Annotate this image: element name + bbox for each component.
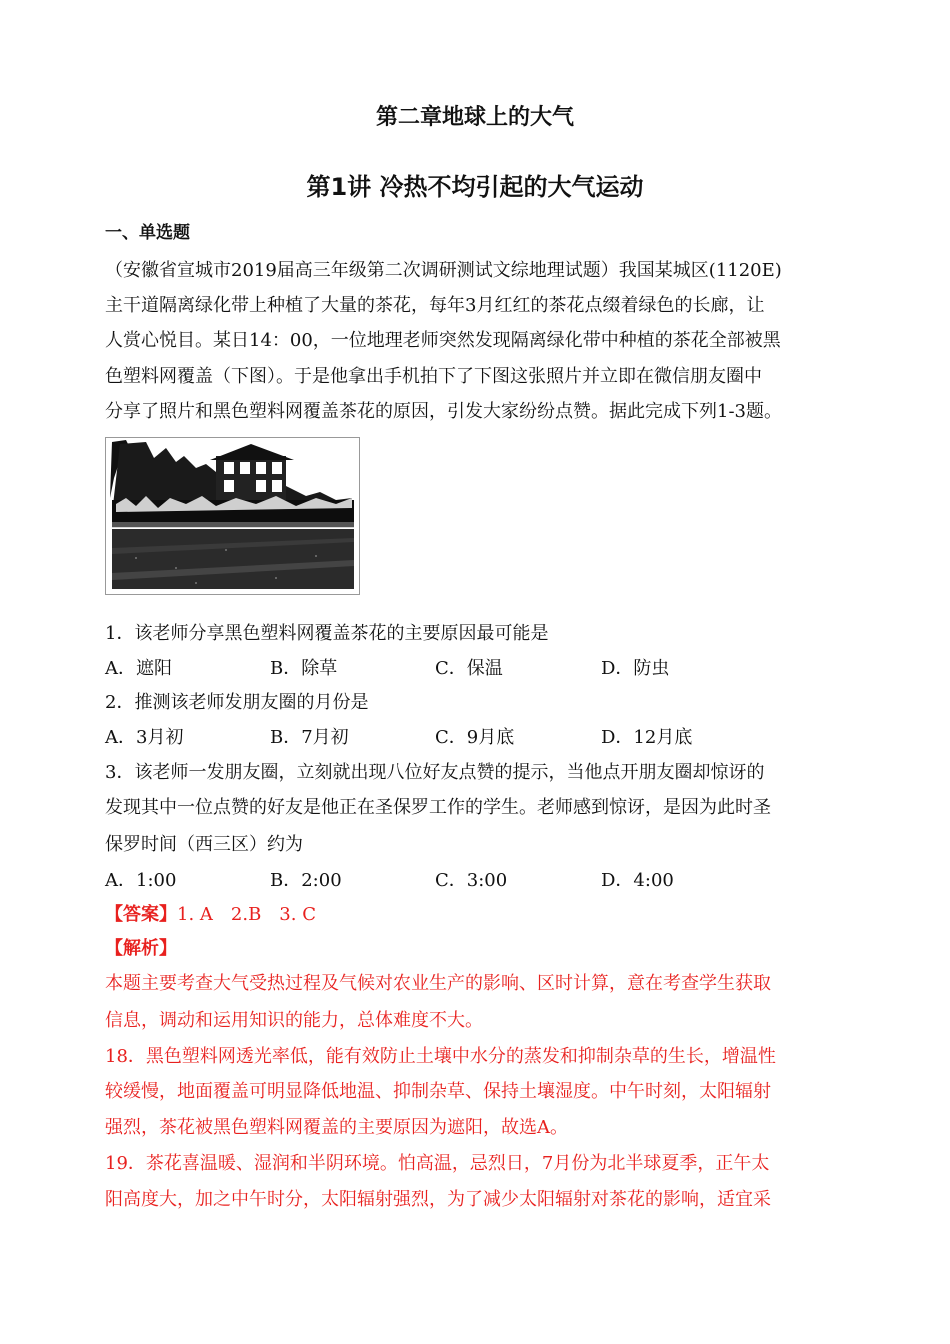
- street-photo-drawing: [106, 438, 359, 594]
- chapter-title: 第二章地球上的大气: [375, 105, 574, 130]
- answer-label: 【答案】: [105, 904, 177, 925]
- analysis-line: 信息，调动和运用知识的能力，总体难度不大。: [105, 1010, 483, 1031]
- analysis-line: 较缓慢，地面覆盖可明显降低地温、抑制杂草、保持土壤湿度。中午时刻，太阳辐射: [105, 1081, 771, 1102]
- question-1-option-d: D．防虫: [601, 658, 670, 679]
- analysis-line: 强烈，茶花被黑色塑料网覆盖的主要原因为遮阳，故选A。: [105, 1117, 568, 1138]
- question-2-option-d: D．12月底: [601, 727, 693, 748]
- analysis-line: 本题主要考查大气受热过程及气候对农业生产的影响、区时计算，意在考查学生获取: [105, 973, 771, 994]
- question-3-stem: 发现其中一位点赞的好友是他正在圣保罗工作的学生。老师感到惊讶，是因为此时圣: [105, 797, 771, 818]
- intro-line: 主干道隔离绿化带上种植了大量的茶花，每年3月红红的茶花点缀着绿色的长廊，让: [105, 295, 765, 316]
- analysis-line: 18．黑色塑料网透光率低，能有效防止土壤中水分的蒸发和抑制杂草的生长，增温性: [105, 1046, 776, 1067]
- question-2-stem: 2．推测该老师发朋友圈的月份是: [105, 692, 369, 713]
- intro-line: 分享了照片和黑色塑料网覆盖茶花的原因，引发大家纷纷点赞。据此完成下列1-3题。: [105, 401, 782, 422]
- question-2-option-b: B．7月初: [270, 727, 349, 748]
- question-3-option-a: A．1:00: [105, 870, 177, 891]
- question-1-option-c: C．保温: [435, 658, 503, 679]
- question-1-stem: 1．该老师分享黑色塑料网覆盖茶花的主要原因最可能是: [105, 623, 549, 644]
- intro-line: 人赏心悦目。某日14：00，一位地理老师突然发现隔离绿化带中种植的茶花全部被黑: [105, 330, 781, 351]
- question-3-stem: 保罗时间（西三区）约为: [105, 834, 303, 855]
- question-3-option-c: C．3:00: [435, 870, 508, 891]
- lesson-title: 第1讲 冷热不均引起的大气运动: [306, 173, 644, 201]
- street-photo: [105, 437, 360, 595]
- question-3-stem: 3．该老师一发朋友圈，立刻就出现八位好友点赞的提示，当他点开朋友圈却惊讶的: [105, 762, 765, 783]
- question-1-option-a: A．遮阳: [105, 658, 172, 679]
- section-heading: 一、单选题: [105, 223, 190, 243]
- analysis-line: 阳高度大，加之中午时分，太阳辐射强烈，为了减少太阳辐射对茶花的影响，适宜采: [105, 1189, 771, 1210]
- answer-line: [105, 904, 316, 926]
- intro-line: 色塑料网覆盖（下图）。于是他拿出手机拍下了下图这张照片并立即在微信朋友圈中: [105, 366, 762, 387]
- intro-line: （安徽省宣城市2019届高三年级第二次调研测试文综地理试题）我国某城区(1120E): [105, 260, 782, 281]
- question-2-option-c: C．9月底: [435, 727, 515, 748]
- analysis-line: 19．茶花喜温暖、湿润和半阴环境。怕高温，忌烈日，7月份为北半球夏季，正午太: [105, 1153, 770, 1174]
- analysis-label: 【解析】: [105, 938, 177, 959]
- answer-text: 1. A 2.B 3. C: [177, 904, 316, 925]
- question-1-option-b: B．除草: [270, 658, 338, 679]
- question-2-option-a: A．3月初: [105, 727, 184, 748]
- question-3-option-b: B．2:00: [270, 870, 342, 891]
- question-3-option-d: D．4:00: [601, 870, 674, 891]
